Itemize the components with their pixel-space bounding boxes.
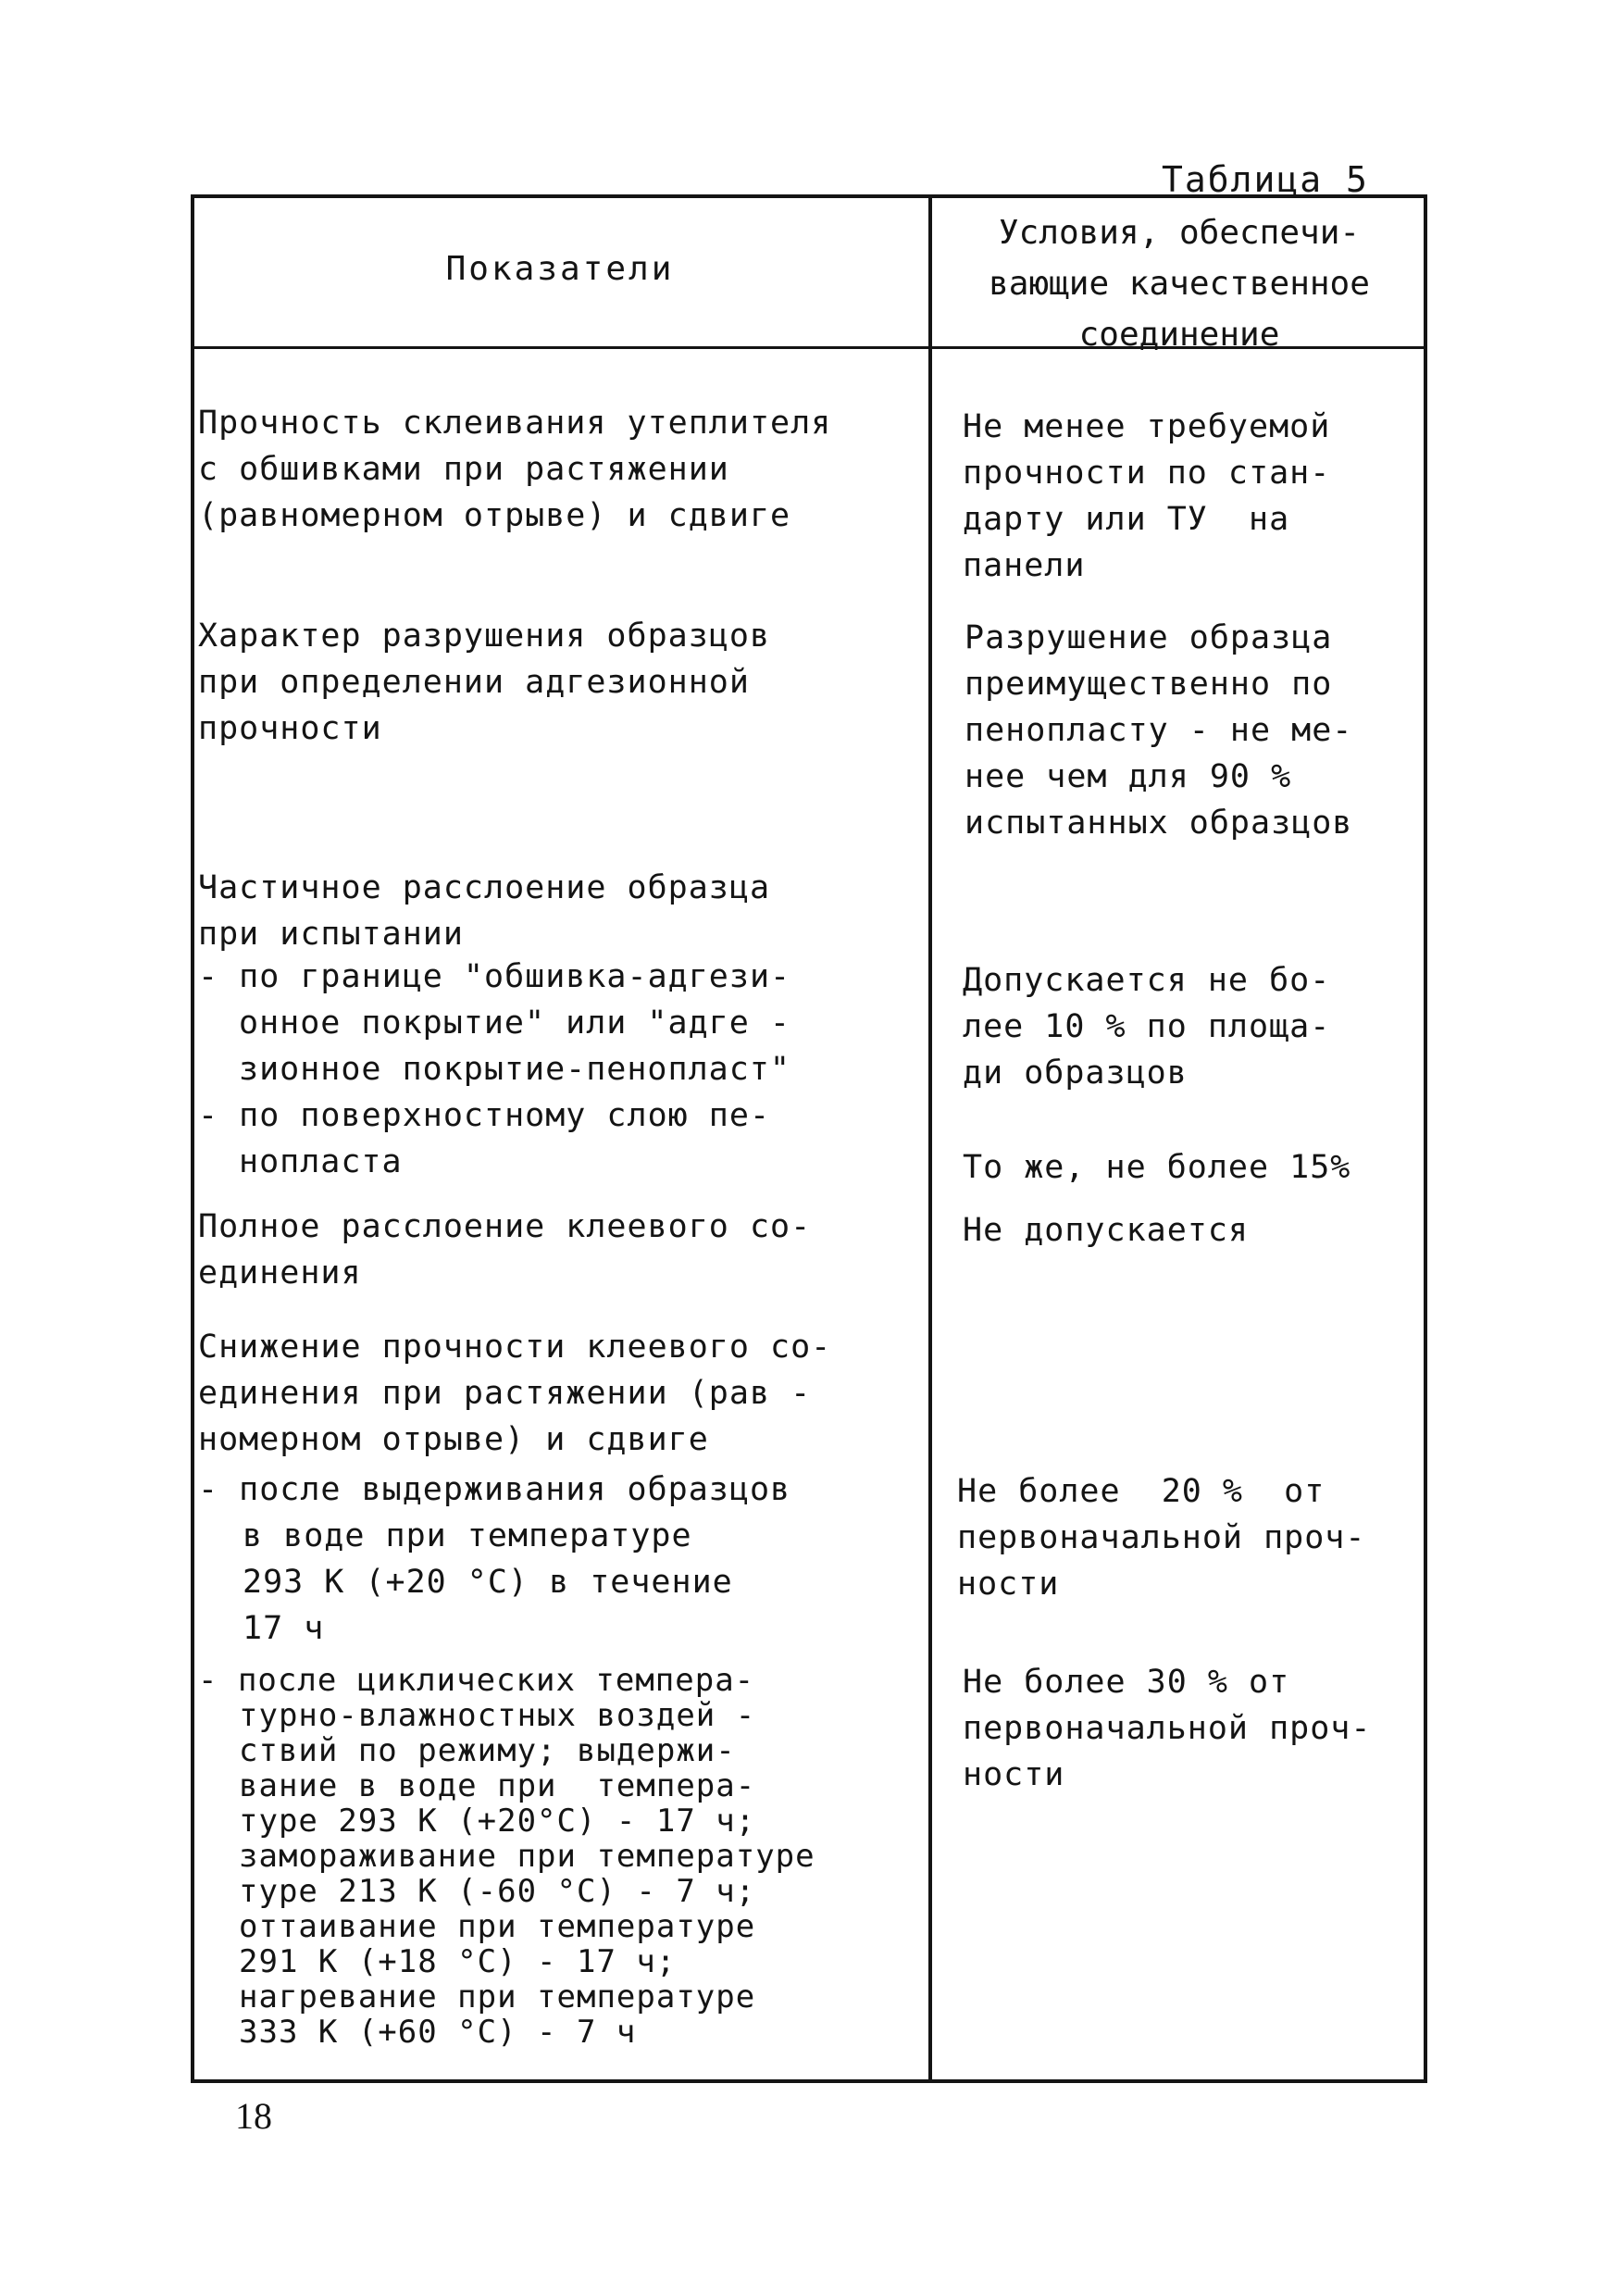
row-2-condition: Разрушение образца преимущественно по пенопласту - не ме- нее чем для 90 % испытанных образцов [965, 619, 1353, 842]
row-8-condition: Не более 20 % от первоначальной проч- ности [957, 1473, 1366, 1603]
row-9-condition: Не более 30 % от первоначальной проч- ности [963, 1664, 1372, 1793]
row-1-condition: Не менее требуемой прочности по стан- дарту или ТУ на панели [963, 408, 1331, 584]
row-5-indicator: - по поверхностному слою пе- нопласта [198, 1097, 771, 1180]
row-1-indicator: Прочность склеивания утеплителя с обшивками при растяжении (равномерном отрыве) и сдвиге [198, 405, 832, 534]
row-7-indicator: Снижение прочности клеевого со- единения при растяжении (рав - номерном отрыве) и сдвиге [198, 1329, 832, 1458]
row-6-condition: Не допускается [963, 1212, 1250, 1249]
row-2-indicator: Характер разрушения образцов при определении адгезионной прочности [198, 618, 771, 747]
header-conditions [935, 207, 1424, 360]
row-4-condition: Допускается не бо- лее 10 % по площа- ди образцов [963, 962, 1331, 1092]
page-number: 18 [235, 2095, 272, 2137]
header-conditions-line: Условия, обеспечи- [998, 214, 1361, 252]
header-indicators: Показатели [445, 250, 675, 288]
header-conditions-line: вающие качественное [989, 265, 1370, 303]
row-5-condition: То же, не более 15% [963, 1149, 1351, 1186]
header-conditions-line: соединение [1078, 316, 1280, 354]
row-4-indicator: - по границе "обшивка-адгези- онное покрытие" или "адге - зионное покрытие-пенопласт" [198, 958, 791, 1088]
row-6-indicator: Полное расслоение клеевого со- единения [198, 1208, 812, 1292]
column-divider [928, 194, 932, 2083]
row-3-indicator: Частичное расслоение образца при испытании [198, 869, 771, 953]
table-caption: Таблица 5 [1162, 159, 1369, 200]
row-9-indicator: - после циклических темпера- турно-влажностных воздей - ствий по режиму; выдержи- вание в воде при темпера- туре 293 К (+20°С) - 17 ч; замораживание при температуре туре 213 К (-60 °С) - 7 ч; оттаивание при температуре 291 К (+18 °С) - 17 ч; нагревание при температуре 333 К (+60 °С) - 7 ч [198, 1662, 815, 2051]
row-8-indicator: - после выдерживания образцов в воде при температуре 293 К (+20 °С) в течение 17 ч [198, 1471, 791, 1647]
